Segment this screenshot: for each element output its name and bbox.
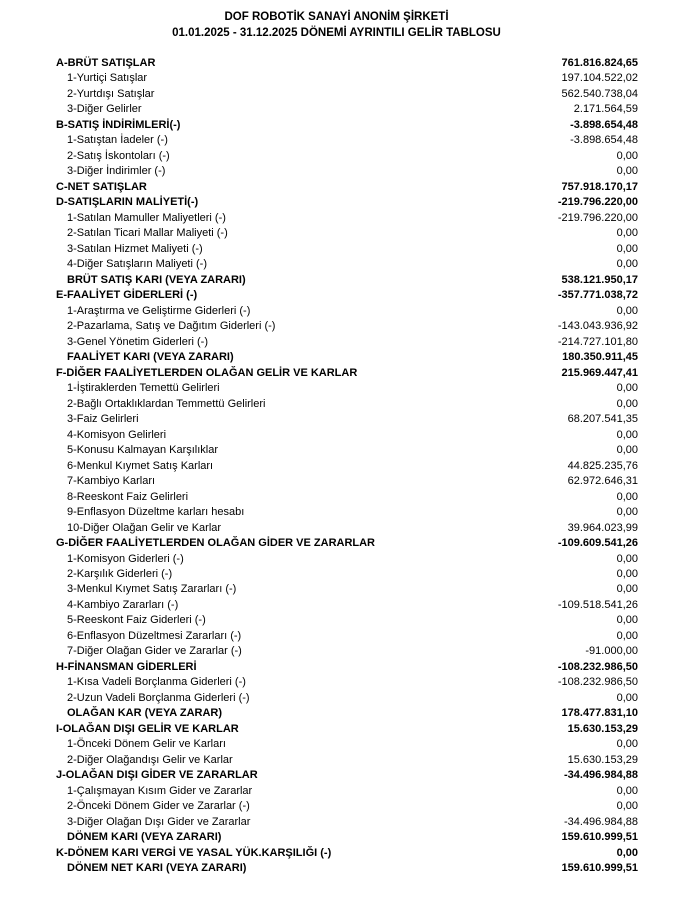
- row-amount: 0,00: [616, 490, 638, 503]
- section-row: [0, 722, 673, 737]
- row-amount: 62.972.646,31: [567, 475, 638, 488]
- row-label: 8-Reeskont Faiz Gelirleri: [67, 490, 189, 503]
- row-amount: 538.121.950,17: [561, 273, 638, 286]
- line-item-row: [0, 505, 673, 520]
- row-label: 1-Kısa Vadeli Borçlanma Giderleri (-): [67, 676, 246, 689]
- line-item-row: [0, 226, 673, 241]
- row-amount: 68.207.541,35: [567, 413, 638, 426]
- row-label: G-DİĞER FAALİYETLERDEN OLAĞAN GİDER VE ZARARLAR: [56, 537, 376, 550]
- row-label: 6-Menkul Kıymet Satış Karları: [67, 459, 214, 472]
- row-amount: -109.609.541,26: [557, 537, 638, 550]
- row-label: 1-İştiraklerden Temettü Gelirleri: [67, 382, 220, 395]
- row-amount: 0,00: [616, 444, 638, 457]
- subtotal-row: [0, 350, 673, 365]
- row-amount: 178.477.831,10: [561, 707, 638, 720]
- row-amount: 0,00: [616, 382, 638, 395]
- row-label: 3-Satılan Hizmet Maliyeti (-): [67, 242, 203, 255]
- row-label: 5-Reeskont Faiz Giderleri (-): [67, 614, 206, 627]
- line-item-row: [0, 459, 673, 474]
- section-row: [0, 366, 673, 381]
- subtotal-row: [0, 830, 673, 845]
- row-amount: -3.898.654,48: [570, 134, 638, 147]
- line-item-row: [0, 443, 673, 458]
- row-label: 1-Önceki Dönem Gelir ve Karları: [67, 738, 226, 751]
- row-amount: 0,00: [616, 397, 638, 410]
- row-label: 2-Satılan Ticari Mallar Maliyeti (-): [67, 227, 228, 240]
- row-amount: 180.350.911,45: [562, 351, 638, 364]
- row-amount: 15.630.153,29: [567, 722, 638, 735]
- row-amount: -34.496.984,88: [563, 769, 638, 782]
- row-amount: -108.232.986,50: [557, 660, 638, 673]
- section-row: [0, 118, 673, 133]
- row-label: K-DÖNEM KARI VERGİ VE YASAL YÜK.KARŞILIĞI (-): [56, 846, 332, 859]
- line-item-row: [0, 613, 673, 628]
- line-item-row: [0, 381, 673, 396]
- section-row: [0, 536, 673, 551]
- row-amount: -109.518.541,26: [557, 598, 638, 611]
- row-amount: 562.540.738,04: [561, 87, 638, 100]
- row-label: H-FİNANSMAN GİDERLERİ: [56, 660, 197, 673]
- line-item-row: [0, 428, 673, 443]
- row-label: 2-Yurtdışı Satışlar: [67, 87, 155, 100]
- line-item-row: [0, 304, 673, 319]
- section-row: [0, 195, 673, 210]
- row-label: 2-Önceki Dönem Gider ve Zararlar (-): [67, 800, 250, 813]
- row-label: 4-Kambiyo Zararları (-): [67, 598, 179, 611]
- line-item-row: [0, 474, 673, 489]
- row-label: F-DİĞER FAALİYETLERDEN OLAĞAN GELİR VE KARLAR: [56, 366, 358, 379]
- line-item-row: [0, 815, 673, 830]
- row-amount: 0,00: [616, 304, 638, 317]
- line-item-row: [0, 71, 673, 86]
- row-label: I-OLAĞAN DIŞI GELİR VE KARLAR: [56, 722, 239, 735]
- line-item-row: [0, 164, 673, 179]
- line-item-row: [0, 149, 673, 164]
- row-label: 7-Diğer Olağan Gider ve Zararlar (-): [67, 645, 242, 658]
- row-label: 1-Yurtiçi Satışlar: [67, 72, 148, 85]
- line-item-row: [0, 211, 673, 226]
- row-label: 5-Konusu Kalmayan Karşılıklar: [67, 444, 219, 457]
- row-label: 2-Bağlı Ortaklıklardan Temmettü Gelirleri: [67, 397, 266, 410]
- row-label: J-OLAĞAN DIŞI GİDER VE ZARARLAR: [56, 769, 258, 782]
- row-label: 2-Pazarlama, Satış ve Dağıtım Giderleri (-): [67, 320, 276, 333]
- row-amount: 15.630.153,29: [567, 753, 638, 766]
- row-amount: -219.796.220,00: [557, 196, 638, 209]
- row-amount: 0,00: [616, 227, 638, 240]
- row-amount: 0,00: [616, 428, 638, 441]
- row-label: BRÜT SATIŞ KARI (VEYA ZARARI): [67, 273, 246, 286]
- section-row: [0, 660, 673, 675]
- line-item-row: [0, 737, 673, 752]
- row-label: 6-Enflasyon Düzeltmesi Zararları (-): [67, 629, 242, 642]
- line-item-row: [0, 490, 673, 505]
- line-item-row: [0, 335, 673, 350]
- row-label: OLAĞAN KAR (VEYA ZARAR): [67, 707, 223, 720]
- row-amount: -91.000,00: [585, 645, 638, 658]
- row-label: 1-Komisyon Giderleri (-): [67, 552, 184, 565]
- section-row: [0, 768, 673, 783]
- line-item-row: [0, 102, 673, 117]
- row-label: B-SATIŞ İNDİRİMLERİ(-): [56, 118, 181, 131]
- row-label: 2-Diğer Olağandışı Gelir ve Karlar: [67, 753, 233, 766]
- row-amount: 44.825.235,76: [567, 459, 638, 472]
- row-amount: 159.610.999,51: [561, 862, 638, 875]
- line-item-row: [0, 784, 673, 799]
- line-item-row: [0, 598, 673, 613]
- line-item-row: [0, 644, 673, 659]
- row-amount: 0,00: [616, 506, 638, 519]
- section-row: [0, 180, 673, 195]
- row-amount: 0,00: [616, 800, 638, 813]
- row-amount: -357.771.038,72: [557, 289, 638, 302]
- row-amount: 159.610.999,51: [561, 831, 638, 844]
- statement-title: 01.01.2025 - 31.12.2025 DÖNEMİ AYRINTILI GELİR TABLOSU: [172, 27, 501, 39]
- row-label: 3-Faiz Gelirleri: [67, 413, 139, 426]
- row-amount: 0,00: [616, 691, 638, 704]
- row-label: DÖNEM NET KARI (VEYA ZARARI): [67, 862, 247, 875]
- row-amount: 0,00: [616, 149, 638, 162]
- row-amount: 0,00: [616, 242, 638, 255]
- line-item-row: [0, 582, 673, 597]
- row-label: 1-Araştırma ve Geliştirme Giderleri (-): [67, 304, 251, 317]
- row-label: 2-Uzun Vadeli Borçlanma Giderleri (-): [67, 691, 250, 704]
- row-amount: 0,00: [616, 738, 638, 751]
- row-amount: -143.043.936,92: [557, 320, 638, 333]
- line-item-row: [0, 397, 673, 412]
- subtotal-row: [0, 861, 673, 876]
- row-amount: 0,00: [616, 567, 638, 580]
- row-label: 10-Diğer Olağan Gelir ve Karlar: [67, 521, 222, 534]
- line-item-row: [0, 319, 673, 334]
- row-label: 4-Diğer Satışların Maliyeti (-): [67, 258, 207, 271]
- row-label: 4-Komisyon Gelirleri: [67, 428, 167, 441]
- row-amount: 0,00: [616, 614, 638, 627]
- row-label: 7-Kambiyo Karları: [67, 475, 156, 488]
- row-label: 3-Genel Yönetim Giderleri (-): [67, 335, 209, 348]
- row-amount: 761.816.824,65: [561, 57, 638, 69]
- line-item-row: [0, 675, 673, 690]
- line-item-row: [0, 412, 673, 427]
- section-row: [0, 56, 673, 71]
- row-amount: 0,00: [616, 846, 638, 859]
- line-item-row: [0, 242, 673, 257]
- row-label: 3-Diğer İndirimler (-): [67, 165, 166, 178]
- subtotal-row: [0, 706, 673, 721]
- row-amount: -34.496.984,88: [563, 815, 638, 828]
- row-amount: 2.171.564,59: [573, 103, 638, 116]
- row-label: DÖNEM KARI (VEYA ZARARI): [67, 831, 222, 844]
- section-row: [0, 846, 673, 861]
- row-amount: 197.104.522,02: [561, 72, 638, 85]
- row-label: 3-Diğer Gelirler: [67, 103, 142, 116]
- line-item-row: [0, 133, 673, 148]
- line-item-row: [0, 629, 673, 644]
- row-label: C-NET SATIŞLAR: [56, 180, 147, 193]
- row-amount: 0,00: [616, 583, 638, 596]
- row-label: 3-Menkul Kıymet Satış Zararları (-): [67, 583, 237, 596]
- row-label: D-SATIŞLARIN MALİYETİ(-): [56, 196, 199, 209]
- row-amount: -108.232.986,50: [557, 676, 638, 689]
- row-amount: 0,00: [616, 258, 638, 271]
- income-statement-table: [0, 56, 673, 877]
- row-amount: 215.969.447,41: [561, 366, 638, 379]
- line-item-row: [0, 552, 673, 567]
- line-item-row: [0, 257, 673, 272]
- section-row: [0, 288, 673, 303]
- subtotal-row: [0, 273, 673, 288]
- row-label: 9-Enflasyon Düzeltme karları hesabı: [67, 506, 245, 519]
- row-label: 2-Karşılık Giderleri (-): [67, 567, 173, 580]
- row-label: A-BRÜT SATIŞLAR: [56, 57, 156, 69]
- row-amount: -214.727.101,80: [557, 335, 638, 348]
- row-amount: 0,00: [616, 552, 638, 565]
- row-label: 3-Diğer Olağan Dışı Gider ve Zararlar: [67, 815, 251, 828]
- row-amount: 0,00: [616, 784, 638, 797]
- row-label: 2-Satış İskontoları (-): [67, 149, 170, 162]
- row-label: 1-Satıştan İadeler (-): [67, 134, 168, 147]
- row-amount: -219.796.220,00: [557, 211, 638, 224]
- line-item-row: [0, 799, 673, 814]
- row-label: 1-Çalışmayan Kısım Gider ve Zararlar: [67, 784, 253, 797]
- row-amount: 757.918.170,17: [561, 180, 638, 193]
- row-label: FAALİYET KARI (VEYA ZARARI): [67, 351, 234, 364]
- line-item-row: [0, 521, 673, 536]
- row-label: 1-Satılan Mamuller Maliyetleri (-): [67, 211, 226, 224]
- line-item-row: [0, 567, 673, 582]
- company-name: DOF ROBOTİK SANAYİ ANONİM ŞİRKETİ: [224, 11, 449, 23]
- row-label: E-FAALİYET GİDERLERİ (-): [56, 289, 198, 302]
- row-amount: 0,00: [616, 629, 638, 642]
- line-item-row: [0, 691, 673, 706]
- row-amount: 39.964.023,99: [567, 521, 638, 534]
- line-item-row: [0, 753, 673, 768]
- row-amount: 0,00: [616, 165, 638, 178]
- row-amount: -3.898.654,48: [570, 118, 638, 131]
- line-item-row: [0, 87, 673, 102]
